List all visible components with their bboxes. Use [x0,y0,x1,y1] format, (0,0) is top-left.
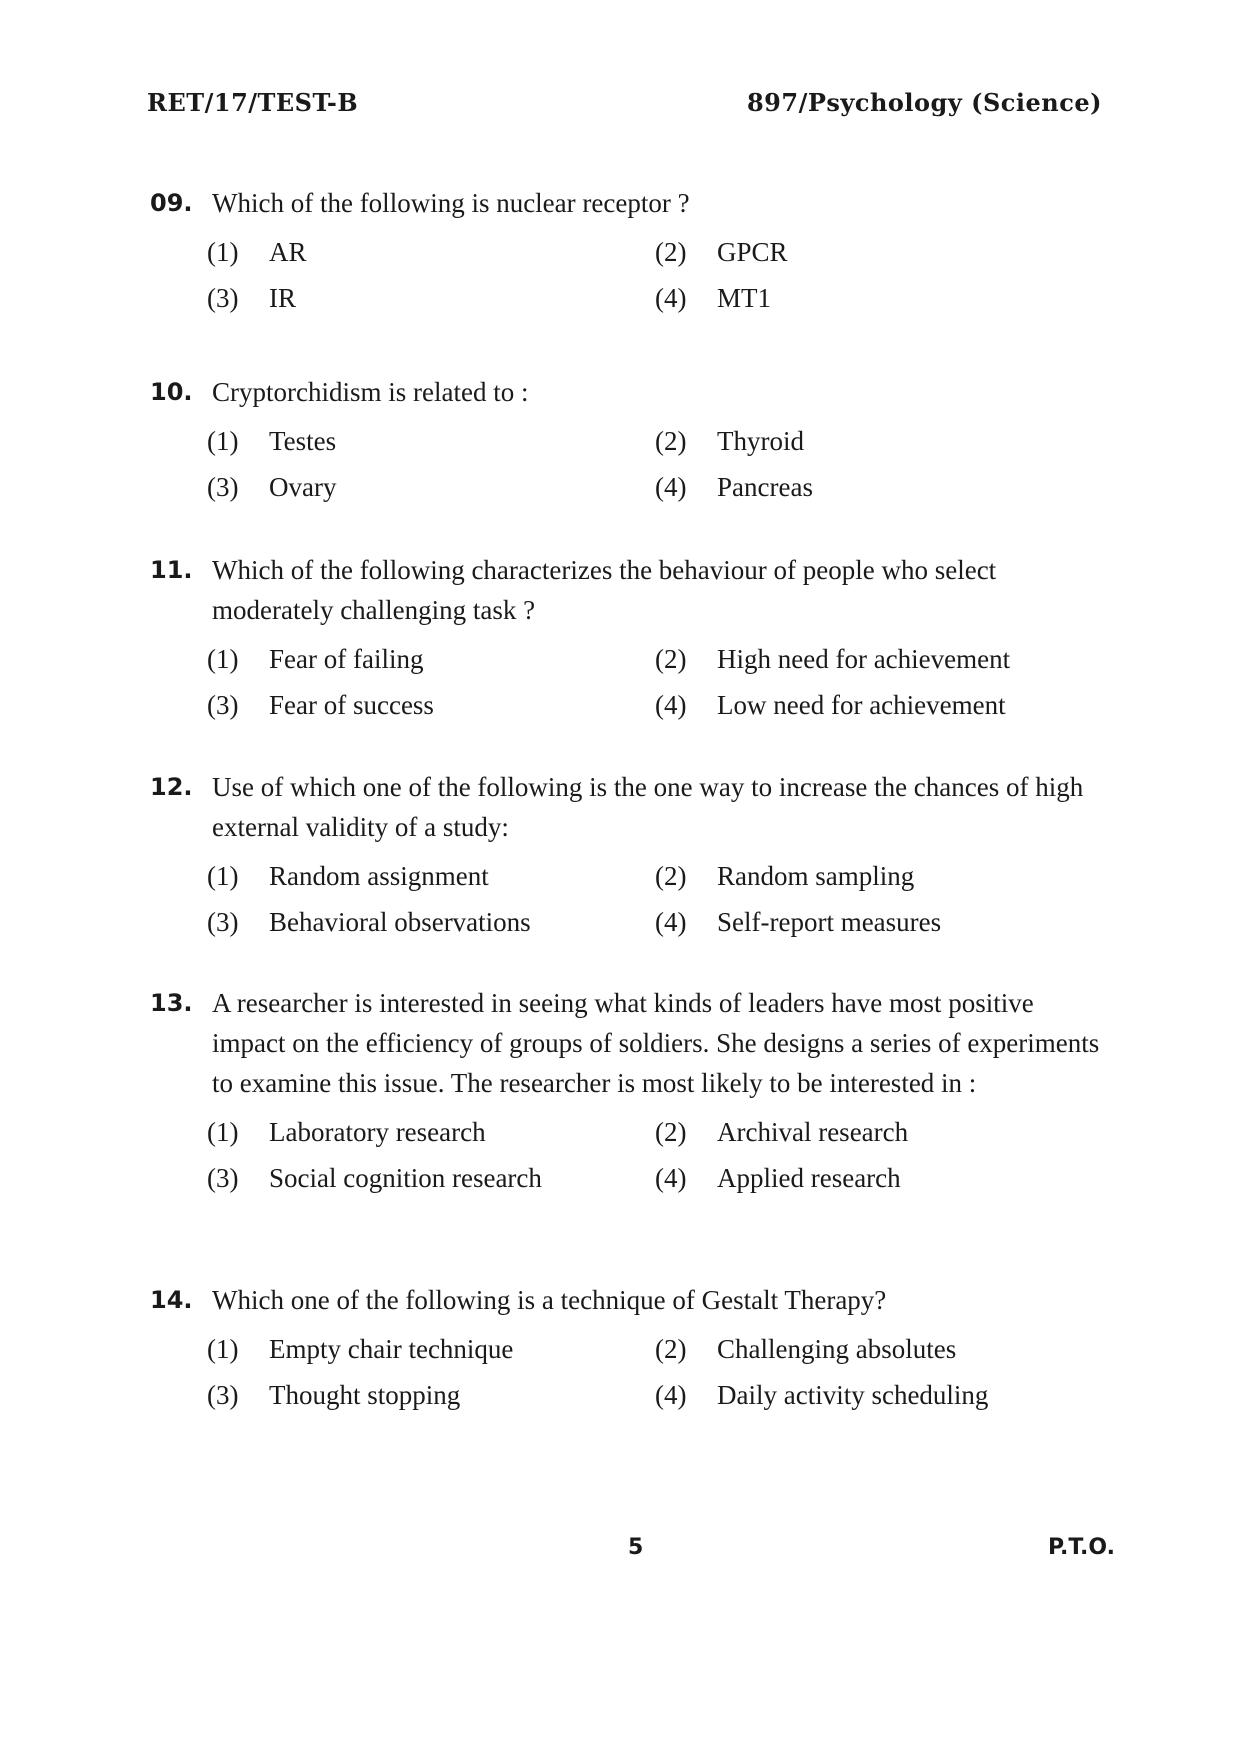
header-subject: 897/Psychology (Science) [746,88,1102,117]
option-4: (4) Applied research [655,1163,901,1193]
question-text: Cryptorchidism is related to : [212,377,529,407]
question-text: Which of the following is nuclear receptor ? [212,188,690,218]
question-text: A researcher is interested in seeing what kinds of leaders have most positive impact on the efficiency of groups of soldiers. She designs a series of experiments to examine this issue. The researcher is most likely to be interested in : [212,988,1100,1098]
option-2: (2) GPCR [655,237,788,267]
question-09 [150,183,1110,325]
question-text: Use of which one of the following is the one way to increase the chances of high external validity of a study: [212,772,1084,842]
option-4: (4) Daily activity scheduling [655,1380,989,1410]
option-1: (1) Random assignment [207,861,489,891]
option-4: (4) Self-report measures [655,907,942,937]
question-number: 11. [150,556,193,584]
option-1: (1) Fear of failing [207,644,424,674]
option-4: (4) MT1 [655,283,771,313]
option-2: (2) Random sampling [655,861,915,891]
option-2: (2) Thyroid [655,426,804,456]
option-1: (1) AR [207,237,307,267]
pto-label: P.T.O. [1047,1535,1115,1560]
option-2: (2) Challenging absolutes [655,1334,957,1364]
question-13 [150,983,1110,1205]
option-1: (1) Empty chair technique [207,1334,514,1364]
question-11 [150,550,1110,732]
option-4: (4) Low need for achievement [655,690,1006,720]
question-number: 14. [150,1286,193,1314]
option-3: (3) IR [207,283,296,313]
question-number: 13. [150,989,193,1017]
question-number: 12. [150,773,193,801]
question-text: Which one of the following is a technique of Gestalt Therapy? [212,1285,887,1315]
option-1: (1) Laboratory research [207,1117,486,1147]
option-2: (2) High need for achievement [655,644,1011,674]
question-number: 10. [150,378,193,406]
header-test-code: RET/17/TEST-B [147,88,359,117]
option-3: (3) Ovary [207,472,337,502]
question-10 [150,372,1110,514]
option-1: (1) Testes [207,426,337,456]
option-3: (3) Behavioral observations [207,907,531,937]
question-14 [150,1280,1110,1422]
option-2: (2) Archival research [655,1117,909,1147]
question-number: 09. [150,189,193,217]
option-3: (3) Fear of success [207,690,434,720]
option-3: (3) Social cognition research [207,1163,542,1193]
option-3: (3) Thought stopping [207,1380,461,1410]
question-text: Which of the following characterizes the behaviour of people who select moderately challenging task ? [212,555,997,625]
option-4: (4) Pancreas [655,472,813,502]
page-number: 5 [628,1535,644,1560]
question-12 [150,767,1110,949]
